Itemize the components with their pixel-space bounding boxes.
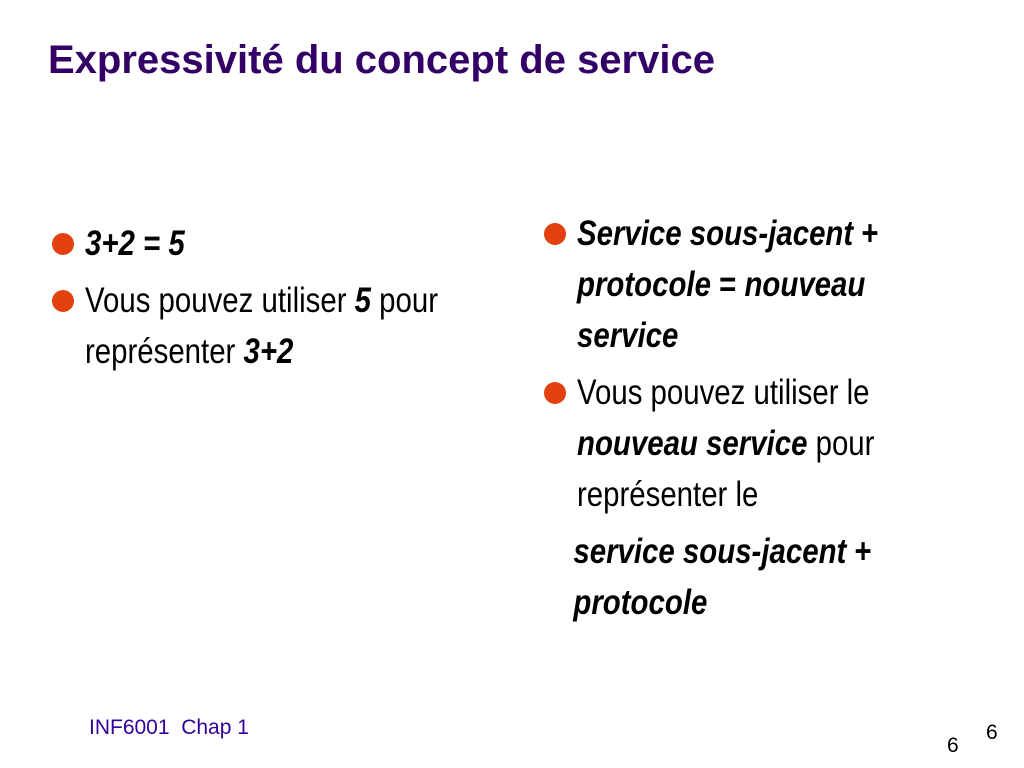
- emphasis-fragment: service sous-jacent: [573, 532, 847, 571]
- bullet-text: [85, 218, 480, 269]
- bullet-item-represent-sum: [52, 275, 522, 377]
- right-bullet-list: [544, 208, 964, 628]
- continuation-paragraph: [544, 526, 964, 628]
- bullet-item-service-definition: [544, 208, 964, 361]
- emphasis-fragment: nouveau service: [577, 424, 808, 463]
- bullet-item-equation: [52, 218, 522, 269]
- emphasis-fragment: protocole: [577, 265, 711, 304]
- bullet-dot-icon: [52, 233, 74, 255]
- emphasis-fragment: 5: [354, 281, 372, 320]
- bullet-text: [85, 275, 480, 377]
- emphasis-fragment: Service sous-jacent: [577, 214, 854, 253]
- bullet-item-use-new-service: [544, 367, 964, 520]
- text-fragment: Vous pouvez utiliser le: [577, 373, 870, 412]
- text-fragment: pour représenter le: [577, 424, 875, 514]
- continuation-text: [544, 526, 926, 628]
- emphasis-fragment: protocole: [573, 583, 708, 622]
- slide-number: 6: [947, 734, 959, 757]
- emphasis-fragment: 3+2: [243, 332, 294, 371]
- operator-fragment: +: [846, 532, 872, 571]
- bullet-dot-icon: [544, 223, 566, 245]
- bullet-dot-icon: [52, 290, 74, 312]
- bullet-dot-icon: [544, 382, 566, 404]
- bullet-text: [577, 208, 930, 361]
- text-fragment: Vous pouvez utiliser: [85, 281, 355, 320]
- bullet-text: [577, 367, 930, 520]
- emphasis-fragment: nouveau service: [577, 265, 866, 355]
- operator-fragment: +: [853, 214, 879, 253]
- text-fragment: pour représenter: [85, 281, 439, 371]
- slide-title: Expressivité du concept de service: [48, 38, 715, 82]
- operator-fragment: =: [710, 265, 745, 304]
- footer-course-label: INF6001 Chap 1: [89, 716, 249, 739]
- equation-text: 3+2 = 5: [85, 224, 185, 263]
- left-bullet-list: [52, 218, 522, 383]
- slide-number-secondary: 6: [986, 721, 998, 744]
